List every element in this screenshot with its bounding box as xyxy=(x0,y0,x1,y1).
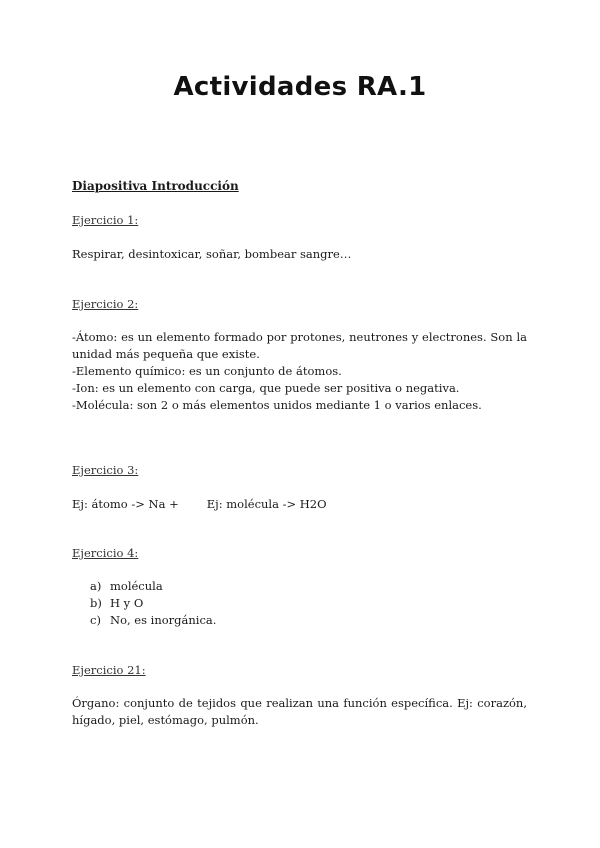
definition-molecule: -Molécula: son 2 o más elementos unidos mediante 1 o varios enlaces. xyxy=(72,398,482,412)
example-atom: Ej: átomo -> Na + xyxy=(72,497,179,511)
list-marker: c) xyxy=(90,613,101,627)
list-item xyxy=(90,595,527,612)
list-marker: a) xyxy=(90,579,102,593)
definition-ion: -Ion: es un elemento con carga, que puede ser positiva o negativa. xyxy=(72,381,460,395)
page-title: Actividades RA.1 xyxy=(173,72,427,102)
definition-atom: -Átomo: es un elemento formado por protones, neutrones y electrones. Son la unidad más pequeña que existe. xyxy=(72,330,527,361)
list-item-text: H y O xyxy=(110,596,144,610)
list-item xyxy=(90,612,527,629)
exercise-1-heading: Ejercicio 1: xyxy=(72,213,139,227)
exercise-3-heading: Ejercicio 3: xyxy=(72,463,139,477)
exercise-2-answer xyxy=(72,329,527,414)
exercise-4-answer xyxy=(72,578,527,629)
section-heading: Diapositiva Introducción xyxy=(72,179,239,193)
exercise-2-heading: Ejercicio 2: xyxy=(72,297,139,311)
list-item xyxy=(90,578,527,595)
list-item-text: molécula xyxy=(110,579,163,593)
exercise-1-answer: Respirar, desintoxicar, soñar, bombear sangre… xyxy=(72,247,352,261)
list-marker: b) xyxy=(90,596,102,610)
list-item-text: No, es inorgánica. xyxy=(110,613,217,627)
exercise-4-heading: Ejercicio 4: xyxy=(72,546,139,560)
example-molecule: Ej: molécula -> H2O xyxy=(206,497,327,511)
definition-element: -Elemento químico: es un conjunto de átomos. xyxy=(72,364,342,378)
exercise-3-answer xyxy=(72,496,527,513)
exercise-21-heading: Ejercicio 21: xyxy=(72,663,146,677)
exercise-21-answer: Órgano: conjunto de tejidos que realizan una función específica. Ej: corazón, hígado, piel, estómago, pulmón. xyxy=(72,696,527,727)
answer-list xyxy=(72,578,527,629)
